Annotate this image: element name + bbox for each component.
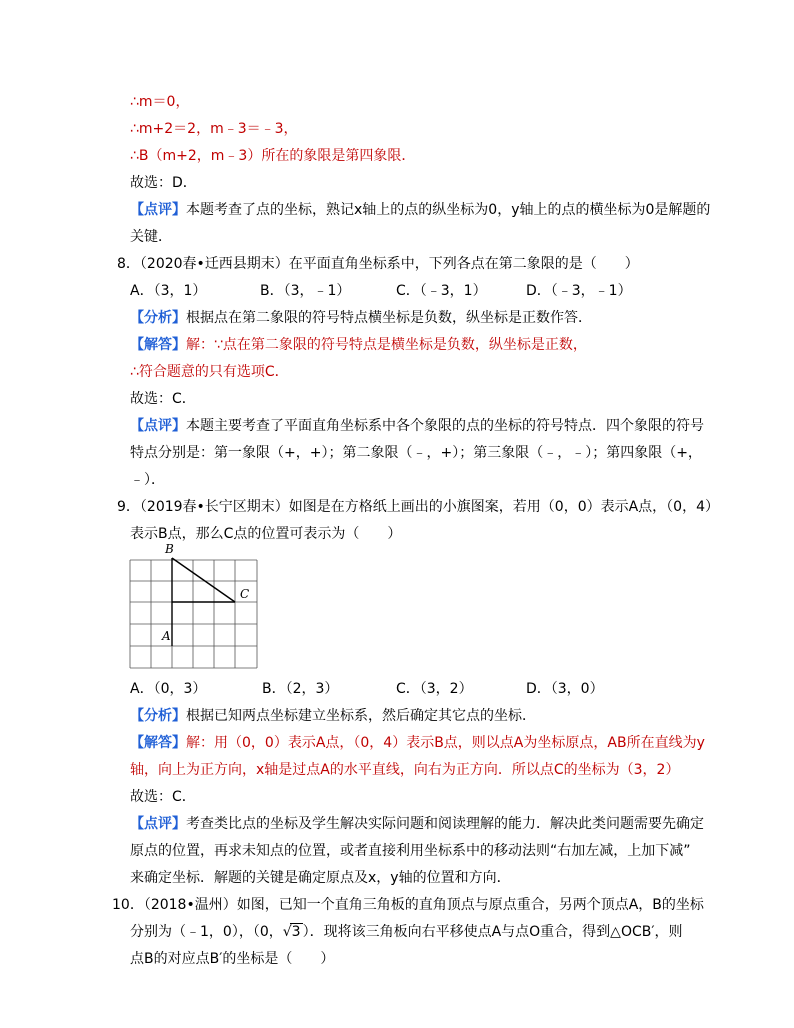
analysis-text: 根据已知两点坐标建立坐标系，然后确定其它点的坐标．	[186, 708, 536, 724]
grid-lines	[130, 560, 257, 668]
solution-line-quadrant: ∴B（m+2，m﹣3）所在的象限是第四象限．	[130, 148, 416, 164]
q10-stem-3: 点B的对应点B′的坐标是（ ）	[130, 951, 335, 967]
q10-stem-1: 10．（2018•温州）如图，已知一个直角三角板的直角顶点与原点重合，另两个顶点A，B的坐标	[112, 897, 704, 913]
label-c: C	[240, 587, 250, 601]
q8-option-c: C．（﹣3，1）	[396, 283, 487, 299]
q8-option-a: A．（3，1）	[130, 283, 207, 299]
analysis-tag: 【分析】	[130, 708, 186, 724]
choice-line: 故选：D．	[130, 175, 197, 191]
comment-text: 本题考查了点的坐标，熟记x轴上的点的纵坐标为0，y轴上的点的横坐标为0是解题的	[186, 202, 711, 218]
q9-option-b: B．（2，3）	[262, 681, 339, 697]
q10-stem-2-part-a: 分别为（﹣1，0），（0，	[130, 924, 283, 940]
q10-stem-2-part-b: ）．现将该三角板向右平移使点A与点O重合，得到△OCB′，则	[302, 924, 683, 940]
q8-comment-2: 特点分别是：第一象限（+，+）；第二象限（﹣，+）；第三象限（﹣，﹣）；第四象限（+，	[130, 445, 702, 461]
q9-analysis	[130, 706, 536, 726]
q8-option-d: D．（﹣3，﹣1）	[526, 283, 632, 299]
solution-line-m: ∴m＝0，	[130, 94, 190, 110]
q8-comment-3: ﹣）．	[130, 472, 165, 488]
q9-option-d: D．（3，0）	[526, 681, 604, 697]
sqrt-sign: √	[282, 924, 292, 940]
q9-comment-2: 原点的位置，再求未知点的位置，或者直接利用坐标系中的移动法则“右加左减，上加下减”	[130, 843, 691, 859]
q9-choice: 故选：C．	[130, 789, 196, 805]
q8-comment-1	[130, 416, 704, 436]
q9-stem-1: 9．（2019春•长宁区期末）如图是在方格纸上画出的小旗图案，若用（0，0）表示A点，（0，4）	[117, 499, 719, 515]
label-b: B	[165, 542, 174, 556]
q9-comment-1	[130, 814, 704, 834]
comment-text: 本题主要考查了平面直角坐标系中各个象限的点的坐标的符号特点．四个象限的符号	[186, 418, 704, 434]
q8-stem: 8．（2020春•迁西县期末）在平面直角坐标系中，下列各点在第二象限的是（ ）	[117, 256, 639, 272]
label-a: A	[162, 629, 171, 643]
analysis-text: 根据点在第二象限的符号特点横坐标是负数，纵坐标是正数作答．	[186, 310, 592, 326]
q9-answer-2: 轴，向上为正方向，x轴是过点A的水平直线，向右为正方向．所以点C的坐标为（3，2）	[130, 762, 680, 778]
comment-text: 考查类比点的坐标及学生解决实际问题和阅读理解的能力．解决此类问题需要先确定	[186, 816, 704, 832]
answer-tag: 【解答】	[130, 337, 186, 353]
sqrt-radicand: 3	[291, 924, 301, 940]
q10-stem-2	[130, 922, 683, 942]
answer-tag: 【解答】	[130, 735, 186, 751]
comment-tag: 【点评】	[130, 418, 186, 434]
q8-option-b: B．（3，﹣1）	[260, 283, 351, 299]
comment-tag: 【点评】	[130, 816, 186, 832]
comment-tag: 【点评】	[130, 202, 186, 218]
flag-shape	[172, 558, 235, 646]
comment-line-1	[130, 200, 710, 220]
q8-answer-1	[130, 335, 587, 355]
answer-text: 解：用（0，0）表示A点，（0，4）表示B点，则以点A为坐标原点，AB所在直线为y	[186, 735, 705, 751]
q8-choice: 故选：C．	[130, 391, 196, 407]
grid-svg	[120, 540, 270, 675]
comment-line-2: 关键．	[130, 229, 172, 245]
analysis-tag: 【分析】	[130, 310, 186, 326]
q9-comment-3: 来确定坐标．解题的关键是确定原点及x，y轴的位置和方向．	[130, 870, 511, 886]
q9-stem-2: 表示B点，那么C点的位置可表示为（ ）	[130, 526, 402, 542]
answer-text: 解：∵点在第二象限的符号特点是横坐标是负数，纵坐标是正数，	[186, 337, 587, 353]
solution-line-coords: ∴m+2＝2，m﹣3＝﹣3，	[130, 121, 298, 137]
q9-answer-1	[130, 733, 705, 753]
q9-option-c: C．（3，2）	[396, 681, 473, 697]
flag-grid-figure	[120, 540, 270, 675]
q9-option-a: A．（0，3）	[130, 681, 207, 697]
q8-answer-2: ∴符合题意的只有选项C．	[130, 364, 289, 380]
q8-analysis	[130, 308, 592, 328]
